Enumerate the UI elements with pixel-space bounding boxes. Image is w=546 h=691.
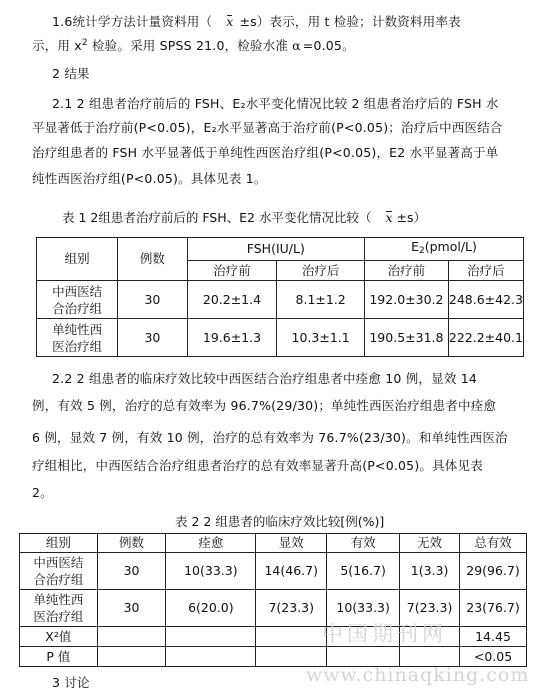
table-1-subheader-fsh-after: 治疗后 xyxy=(277,261,365,281)
table-2-cell: 29(96.7) xyxy=(460,553,527,590)
table-1-cell: 10.3±1.1 xyxy=(277,319,365,357)
x-bar-symbol: x xyxy=(385,210,393,225)
para-2-2-line-5: 2。 xyxy=(32,485,53,500)
table-2-header: 痊愈 xyxy=(166,534,256,553)
table-1-header-e2 xyxy=(364,238,523,261)
x-bar-symbol: x xyxy=(226,14,234,29)
alpha-symbol: α xyxy=(292,38,301,53)
para-2-2-line-2: 例，有效 5 例，治疗的总有效率为 96.7%(29/30)；单纯性西医治疗组患者中痊愈 xyxy=(32,398,497,413)
table-2-cell-group xyxy=(20,590,98,627)
line-stats-1 xyxy=(52,12,461,30)
table-2-cell: 7(23.3) xyxy=(400,590,460,627)
watermark-url: www.chinaqking.com xyxy=(306,664,530,686)
para-2-1-line-1: 2.1 2 组患者治疗前后的 FSH、E₂水平变化情况比较 2 组患者治疗后的 FSH 水 xyxy=(52,96,499,111)
table-2-chi-value: 14.45 xyxy=(460,627,527,647)
table-2-cell: 30 xyxy=(97,553,166,590)
table-2-cell: 1(3.3) xyxy=(400,553,460,590)
text: ±s） xyxy=(396,210,427,225)
table-row xyxy=(20,590,527,627)
para-2-2-line-3: 6 例，显效 7 例，有效 10 例，治疗的总有效率为 76.7%(23/30)。和单纯性西医治 xyxy=(32,430,508,445)
table-1-cell: 192.0±30.2 xyxy=(364,281,448,319)
table-1-cell: 222.2±40.1 xyxy=(448,319,523,357)
text: 中西医结 xyxy=(52,283,103,299)
table-1-subheader-fsh-before: 治疗前 xyxy=(187,261,277,281)
table-1-cell-cases: 30 xyxy=(118,319,187,357)
table-2-header: 有效 xyxy=(327,534,400,553)
text: ±s）表示，用 t 检验；计数资料用率表 xyxy=(239,14,461,29)
line-stats-2 xyxy=(32,36,355,54)
para-2-2-line-1: 2.2 2 组患者的临床疗效比较中西医结合治疗组患者中痊愈 10 例，显效 14 xyxy=(52,371,478,386)
table-row xyxy=(37,319,524,357)
table-1-cell: 8.1±1.2 xyxy=(277,281,365,319)
text: 合治疗组 xyxy=(33,572,84,587)
table-1-cell-group xyxy=(37,319,118,357)
table-1-cell: 19.6±1.3 xyxy=(187,319,277,357)
table-2-cell: 5(16.7) xyxy=(327,553,400,590)
table-2-cell: 7(23.3) xyxy=(256,590,327,627)
table-1-subheader-e2-after: 治疗后 xyxy=(448,261,523,281)
table-2-cell xyxy=(256,627,327,647)
table-1-cell-group xyxy=(37,281,118,319)
table-2-p-label: P 值 xyxy=(20,647,98,667)
table-2-header: 总有效 xyxy=(460,534,527,553)
table-row xyxy=(20,553,527,590)
table-1-caption xyxy=(62,208,426,226)
table-row xyxy=(20,627,527,647)
table-2-caption: 表 2 2 组患者的临床疗效比较[例(%)] xyxy=(175,514,385,529)
table-2-header: 例数 xyxy=(97,534,166,553)
table-1 xyxy=(36,237,524,357)
text: 检验。采用 SPSS 21.0，检验水准 xyxy=(87,38,289,53)
table-2-cell: 30 xyxy=(97,590,166,627)
table-1-cell: 248.6±42.3 xyxy=(448,281,523,319)
table-2-cell xyxy=(97,627,166,647)
text: 单纯性西 xyxy=(52,321,103,337)
table-2-cell xyxy=(166,647,256,667)
table-1-cell-cases: 30 xyxy=(118,281,187,319)
text: 合治疗组 xyxy=(52,300,103,316)
table-1-header-cases: 例数 xyxy=(118,238,187,281)
table-2-header: 无效 xyxy=(400,534,460,553)
table-1-cell: 20.2±1.4 xyxy=(187,281,277,319)
table-1-header-fsh: FSH(IU/L) xyxy=(187,238,364,261)
text: 医治疗组 xyxy=(52,338,103,354)
section-heading-discussion: 3 讨论 xyxy=(52,675,90,690)
table-1-cell: 190.5±31.8 xyxy=(364,319,448,357)
table-2-cell: 14(46.7) xyxy=(256,553,327,590)
text: 中西医结 xyxy=(33,555,84,570)
table-2-cell: 6(20.0) xyxy=(166,590,256,627)
section-heading-results: 2 结果 xyxy=(52,66,90,81)
table-1-header-group: 组别 xyxy=(37,238,118,281)
table-1-subheader-e2-before: 治疗前 xyxy=(364,261,448,281)
table-2-header: 组别 xyxy=(20,534,98,553)
para-2-1-line-2: 平显著低于治疗前(P<0.05)，E₂水平显著高于治疗前(P<0.05)；治疗后中西医结合 xyxy=(32,120,503,135)
subscript: 2 xyxy=(418,246,425,256)
table-2-cell: 23(76.7) xyxy=(460,590,527,627)
text: 示，用 x xyxy=(32,38,82,53)
para-2-1-line-4: 纯性西医治疗组(P<0.05)。具体见表 1。 xyxy=(32,171,267,186)
text: 医治疗组 xyxy=(33,609,84,624)
watermark-cn: 中国期刊网 xyxy=(322,622,447,646)
table-2-cell-group xyxy=(20,553,98,590)
superscript: 2 xyxy=(81,38,88,48)
text: (pmol/L) xyxy=(424,239,477,254)
table-2-p-value: <0.05 xyxy=(460,647,527,667)
table-2-cell: 10(33.3) xyxy=(166,553,256,590)
table-2-chi-label: X²值 xyxy=(20,627,98,647)
text: E xyxy=(411,239,419,254)
text: 1.6统计学方法计量资料用（ xyxy=(52,14,213,29)
table-row xyxy=(37,281,524,319)
table-2-cell xyxy=(97,647,166,667)
text: 表 1 2组患者治疗前后的 FSH、E2 水平变化情况比较（ xyxy=(62,210,372,225)
text: 单纯性西 xyxy=(33,592,84,607)
text: =0.05。 xyxy=(302,38,355,53)
table-2-cell: 10(33.3) xyxy=(327,590,400,627)
para-2-1-line-3: 治疗组患者的 FSH 水平显著低于单纯性西医治疗组(P<0.05)，E2 水平显著高于单 xyxy=(32,145,499,160)
table-2 xyxy=(19,533,527,667)
table-2-header: 显效 xyxy=(256,534,327,553)
table-2-cell xyxy=(166,627,256,647)
para-2-2-line-4: 疗组相比，中西医结合治疗组患者治疗的总有效率显著升高(P<0.05)。具体见表 xyxy=(32,458,483,473)
